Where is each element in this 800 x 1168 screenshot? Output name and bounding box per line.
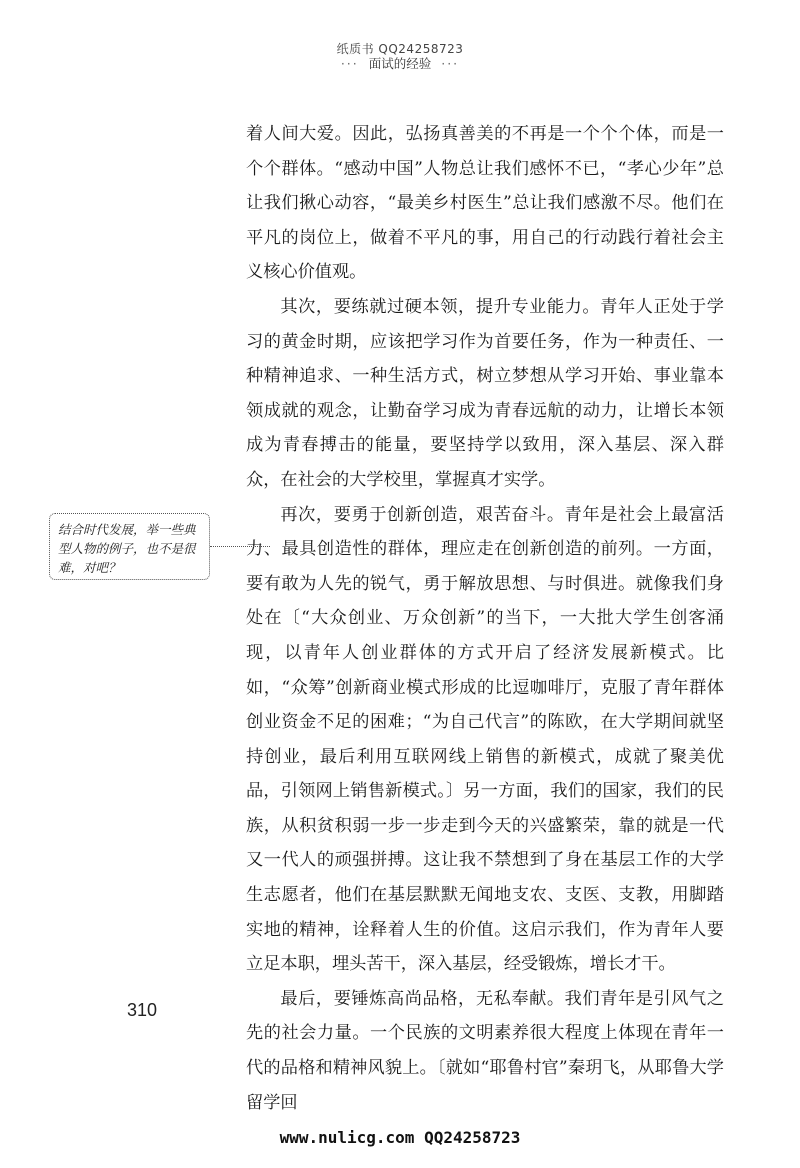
running-header [0,54,800,72]
paragraph-secondly: 其次，要练就过硬本领，提升专业能力。青年人正处于学习的黄金时期，应该把学习作为首要任务，作为一种责任、一种精神追求、一种生活方式，树立梦想从学习开始、事业靠本领成就的观念，让勤奋学习成为青春远航的动力，让增长本领成为青春搏击的能量，要坚持学以致用，深入基层、深入群众，在社会的大学校里，掌握真才实学。 [246,296,724,490]
margin-note-leader-line [210,546,270,547]
paragraph-finally: 最后，要锤炼高尚品格，无私奉献。我们青年是引风气之先的社会力量。一个民族的文明素养很大程度上体现在青年一代的品格和精神风貌上。〔就如“耶鲁村官”秦玥飞，从耶鲁大学留学回 [246,988,724,1113]
margin-note-text: 结合时代发展，举一些典型人物的例子，也不是很难，对吧？ [58,522,196,575]
bottom-watermark: www.nulicg.com QQ24258723 [279,1128,521,1147]
page-number: 310 [127,1000,158,1020]
margin-note [49,513,210,580]
header-dots-right: ··· [441,56,460,71]
header-dots-left: ··· [340,56,359,71]
paragraph-continuation: 着人间大爱。因此，弘扬真善美的不再是一个个个体，而是一个个群体。“感动中国”人物总让我们感怀不已，“孝心少年”总让我们揪心动容，“最美乡村医生”总让我们感激不尽。他们在平凡的岗位上，做着不平凡的事，用自己的行动践行着社会主义核心价值观。 [246,124,724,283]
top-watermark: 纸质书 QQ24258723 [336,42,464,56]
paragraph-thirdly: 再次，要勇于创新创造，艰苦奋斗。青年是社会上最富活力、最具创造性的群体，理应走在创新创造的前列。一方面，要有敢为人先的锐气，勇于解放思想、与时俱进。就像我们身处在〔“大众创业、万众创新”的当下，一大批大学生创客涌现，以青年人创业群体的方式开启了经济发展新模式。比如，“众筹”创新商业模式形成的比逗咖啡厅，克服了青年群体创业资金不足的困难；“为自己代言”的陈欧，在大学期间就坚持创业，最后利用互联网线上销售的新模式，成就了聚美优品，引领网上销售新模式。〕另一方面，我们的国家，我们的民族，从积贫积弱一步一步走到今天的兴盛繁荣，靠的就是一代又一代人的顽强拼搏。这让我不禁想到了身在基层工作的大学生志愿者，他们在基层默默无闻地支农、支医、支教，用脚踏实地的精神，诠释着人生的价值。这启示我们，作为青年人要立足本职，埋头苦干，深入基层，经受锻炼，增长才干。 [246,504,724,975]
running-title: 面试的经验 [368,56,432,71]
body-text [246,117,724,1120]
